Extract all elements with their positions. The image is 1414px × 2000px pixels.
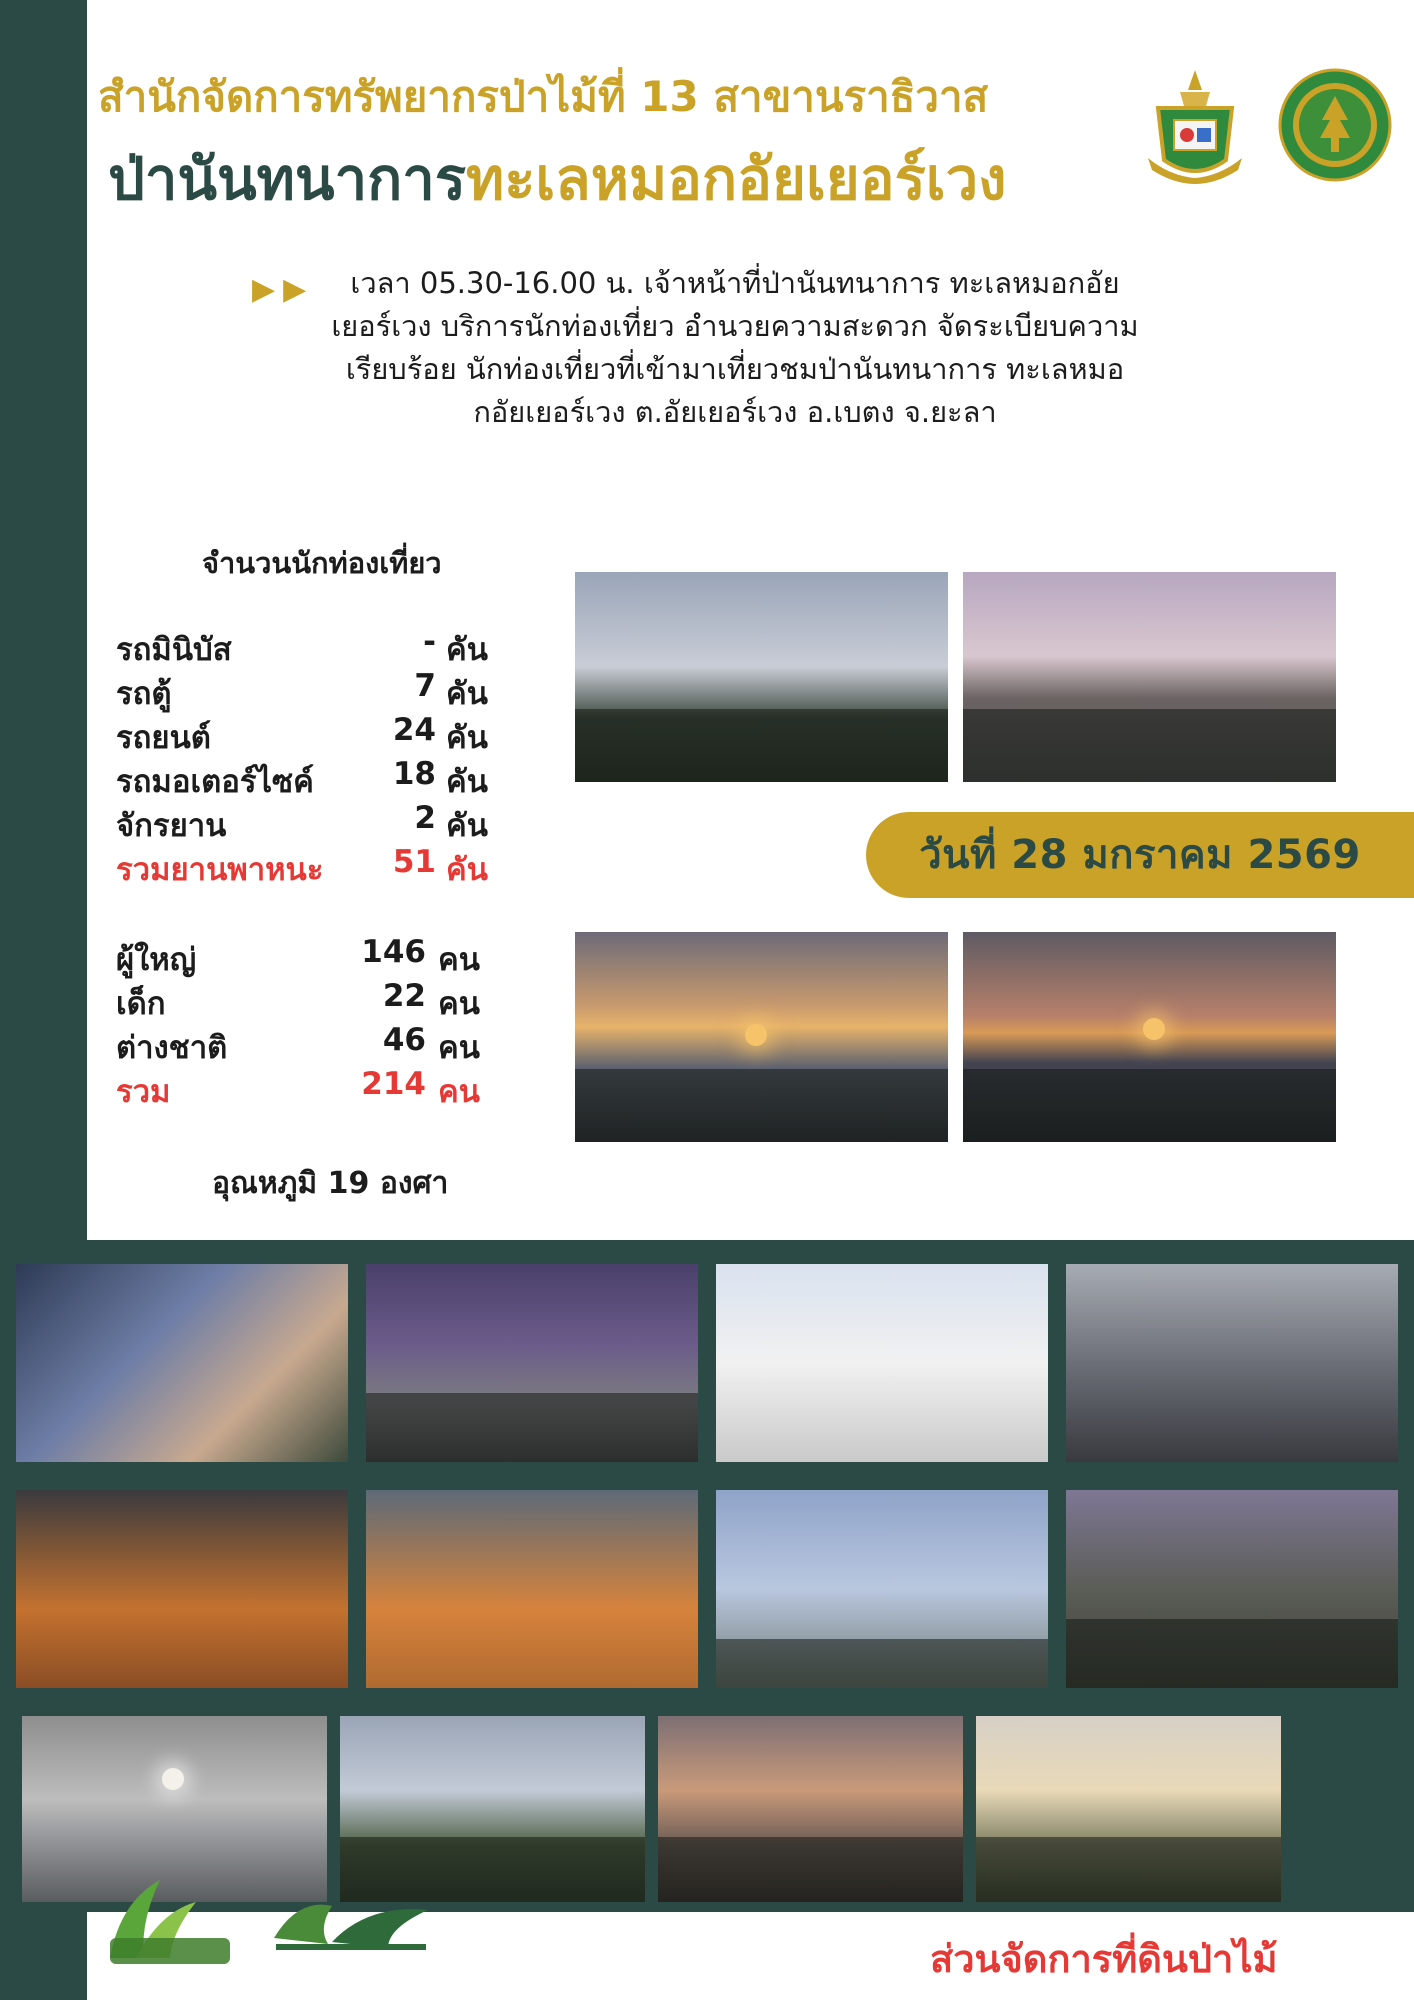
stat-row-children (116, 978, 516, 1022)
stat-label: รถมินิบัส (116, 632, 232, 668)
stat-unit: คัน (446, 632, 488, 668)
visitor-count-heading: จำนวนนักท่องเที่ยว (202, 546, 442, 580)
photo-skywalk-bridge-sunrise (658, 1716, 963, 1902)
photo-staff-patrol-at-dawn (366, 1264, 698, 1462)
stat-label: รวม (116, 1074, 171, 1110)
stat-label: รถมอเตอร์ไซค์ (116, 764, 314, 800)
stat-value: 24 (392, 712, 436, 748)
photo-ticket-counter (716, 1264, 1048, 1462)
stat-row-motorcycle (116, 756, 516, 800)
photo-sunrise-over-mist (963, 932, 1336, 1142)
stat-value: 214 (361, 1066, 426, 1102)
play-arrows-icon: ▶▶ (252, 272, 315, 307)
photo-forest-walkway-stairs (1066, 1490, 1398, 1688)
stat-label: รถตู้ (116, 676, 172, 712)
stat-value: 7 (414, 668, 436, 704)
stat-unit: คน (438, 942, 480, 978)
stat-value: 51 (392, 844, 436, 880)
forest-park-logo (100, 1862, 240, 1972)
photo-visitors-at-entrance-gate (1066, 1264, 1398, 1462)
department-emblem-logo (1140, 66, 1250, 186)
photo-glass-skywalk-aerial (976, 1716, 1281, 1902)
stat-label: จักรยาน (116, 808, 227, 844)
stat-value: 2 (414, 800, 436, 836)
intro-description: เวลา 05.30-16.00 น. เจ้าหน้าที่ป่านันทนาการ ทะเลหมอกอัยเยอร์เวง บริการนักท่องเที่ยว อำนวยความสะดวก จัดระเบียบความเรียบร้อย นักท่องเที่ยวที่เข้ามาเที่ยวชมป่านันทนาการ ทะเลหมอกอัยเยอร์เวง ต.อัยเยอร์เวง อ.เบตง จ.ยะลา (331, 266, 1139, 429)
stat-value: 22 (382, 978, 426, 1014)
left-green-band (0, 0, 87, 1240)
stat-unit: คน (438, 1074, 480, 1110)
date-badge (866, 812, 1414, 898)
photo-forest-hills-mist (340, 1716, 645, 1902)
title-part-sea-of-mist: ทะเลหมอกอัยเยอร์เวง (465, 145, 1007, 213)
photo-parking-visitor-center (963, 572, 1336, 782)
stat-unit: คน (438, 1030, 480, 1066)
stat-value: 18 (392, 756, 436, 792)
header-title-line2 (108, 132, 1138, 225)
photo-tourists-in-vehicle (16, 1264, 348, 1462)
photo-skywalk-tower-sea-of-mist (575, 572, 948, 782)
save-forest-save-life-logo (268, 1888, 438, 1958)
stat-row-foreigners (116, 1022, 516, 1066)
title-part-forest-park: ป่านันทนาการ (108, 145, 466, 213)
stat-label: รวมยานพาหนะ (116, 852, 324, 888)
stat-label: เด็ก (116, 986, 166, 1022)
royal-forest-department-logo (1278, 68, 1392, 182)
photo-tourists-viewing-sunrise (575, 932, 948, 1142)
stat-value: 46 (382, 1022, 426, 1058)
stat-label: รถยนต์ (116, 720, 211, 756)
stat-row-van (116, 668, 516, 712)
stat-row-adults (116, 934, 516, 978)
temperature-text: อุณหภูมิ 19 องศา (212, 1166, 449, 1201)
stat-unit: คัน (446, 764, 488, 800)
stat-unit: คน (438, 986, 480, 1022)
stat-unit: คัน (446, 676, 488, 712)
stat-unit: คัน (446, 720, 488, 756)
stat-row-bicycle (116, 800, 516, 844)
header-title-line1: สำนักจัดการทรัพยากรป่าไม้ที่ 13 สาขานราธิวาส (98, 72, 989, 121)
stat-label: ต่างชาติ (116, 1030, 228, 1066)
photo-observation-tower (716, 1490, 1048, 1688)
footer-department-name: ส่วนจัดการที่ดินป่าไม้ (930, 1937, 1278, 1981)
stat-label: ผู้ใหญ่ (116, 942, 197, 978)
photo-exhibition-hall (366, 1490, 698, 1688)
stat-unit: คัน (446, 852, 488, 888)
stat-row-minibus (116, 624, 516, 668)
stat-unit: คัน (446, 808, 488, 844)
date-text: วันที่ 28 มกราคม 2569 (919, 832, 1361, 878)
photo-building-interior (16, 1490, 348, 1688)
stat-value: 146 (361, 934, 426, 970)
stat-row-vehicle-total (116, 844, 516, 888)
stat-value: - (423, 624, 436, 660)
stat-row-car (116, 712, 516, 756)
stat-row-people-total (116, 1066, 516, 1110)
